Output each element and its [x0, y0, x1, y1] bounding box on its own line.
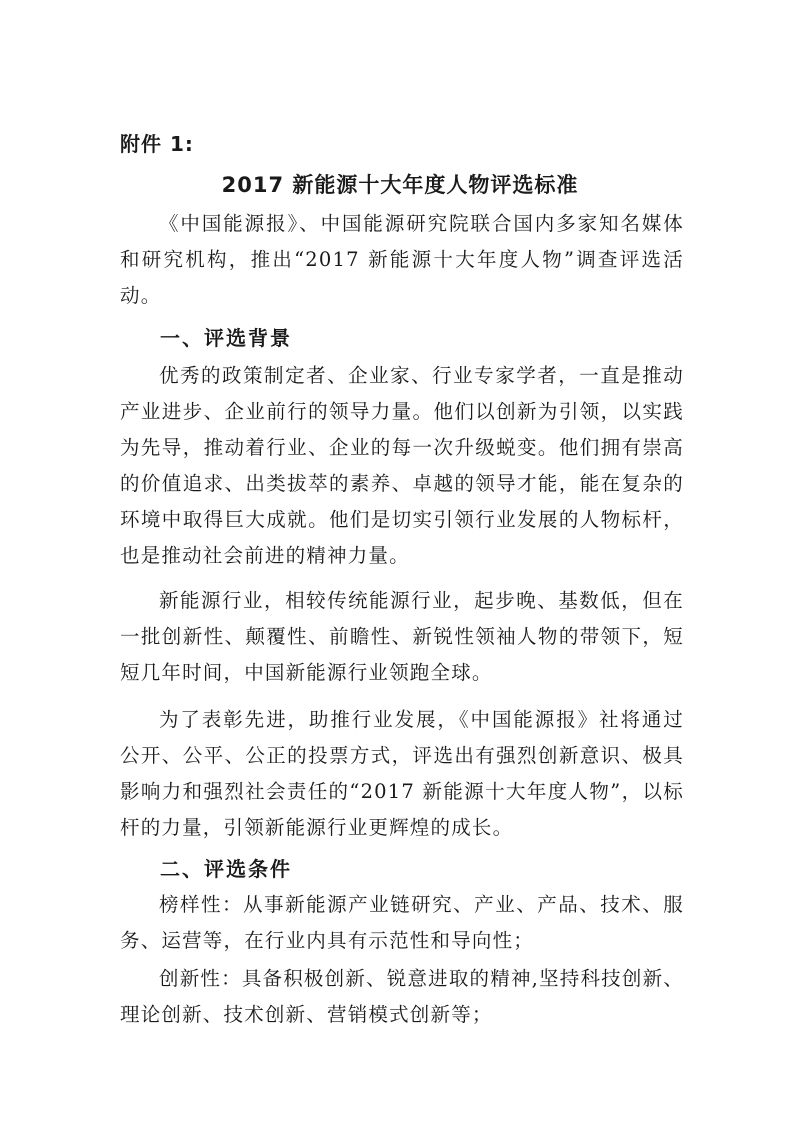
document-title: 2017 新能源十大年度人物评选标准	[221, 173, 579, 197]
section-background-block	[120, 358, 684, 574]
paragraph: 新能源行业，相较传统能源行业，起步晚、基数低，但在一批创新性、颠覆性、前瞻性、新锐性领袖人物的带领下，短短几年时间，中国新能源行业领跑全球。	[120, 589, 684, 684]
criteria-item: 榜样性：从事新能源产业链研究、产业、产品、技术、服务、运营等，在行业内具有示范性和导向性；	[120, 893, 684, 952]
section-heading-background: 一、评选背景	[160, 326, 292, 350]
paragraph: 为了表彰先进，助推行业发展，《中国能源报》社将通过公开、公平、公正的投票方式，评选出有强烈创新意识、极具影响力和强烈社会责任的“2017 新能源十大年度人物”，以标杆的力量，引领新能源行业更辉煌的成长。	[120, 708, 684, 839]
intro-block	[120, 206, 684, 314]
section-background-block-3	[120, 702, 684, 846]
paragraph: 优秀的政策制定者、企业家、行业专家学者，一直是推动产业进步、企业前行的领导力量。他们以创新为引领，以实践为先导，推动着行业、企业的每一次升级蜕变。他们拥有崇高的价值追求、出类拔萃的素养、卓越的领导才能，能在复杂的环境中取得巨大成就。他们是切实引领行业发展的人物标杆，也是推动社会前进的精神力量。	[120, 364, 684, 567]
section-criteria-block	[120, 887, 684, 959]
intro-paragraph: 《中国能源报》、中国能源研究院联合国内多家知名媒体和研究机构，推出“2017 新能源十大年度人物”调查评选活动。	[120, 212, 684, 307]
section-background-block-2	[120, 583, 684, 691]
section-heading-criteria: 二、评选条件	[160, 857, 292, 881]
section-criteria-block-2	[120, 961, 684, 1033]
attachment-label: 附件 1:	[120, 132, 194, 156]
criteria-item: 创新性：具备积极创新、锐意进取的精神,坚持科技创新、理论创新、技术创新、营销模式创新等；	[120, 967, 684, 1026]
